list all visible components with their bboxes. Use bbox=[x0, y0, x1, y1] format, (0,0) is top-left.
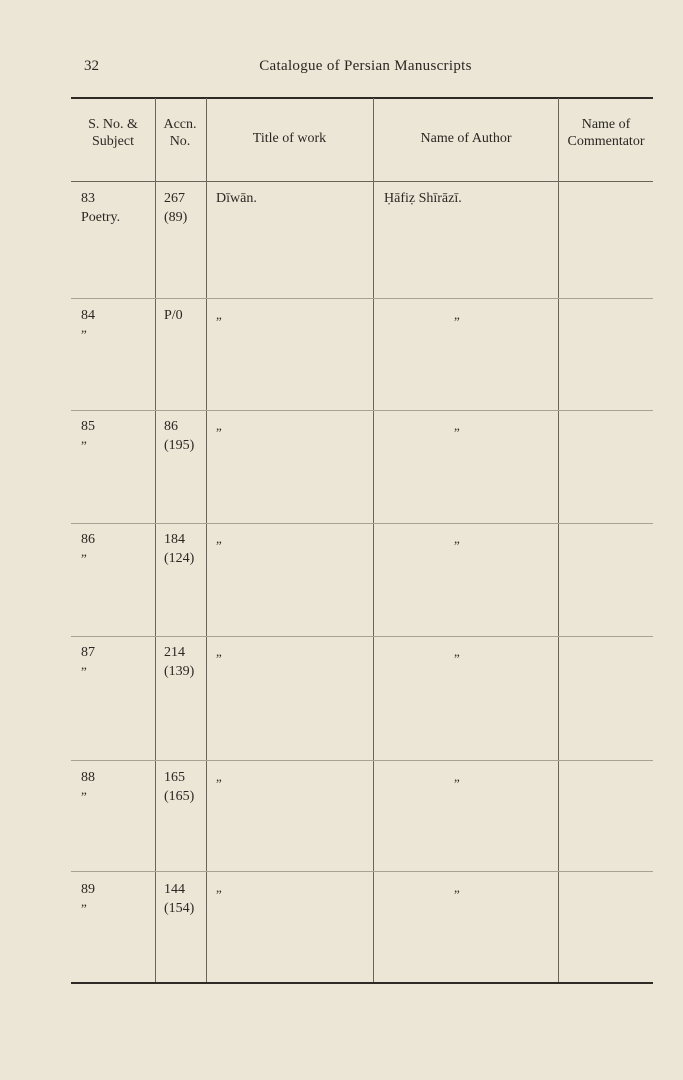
subject: Poetry. bbox=[81, 210, 121, 225]
title-ditto: ” bbox=[216, 425, 222, 440]
accession-number: 214 bbox=[164, 645, 185, 660]
serial-number: 84 bbox=[81, 308, 95, 323]
running-title: Catalogue of Persian Manuscripts bbox=[259, 58, 472, 74]
author-ditto: ” bbox=[454, 651, 460, 666]
old-accession-number: (154) bbox=[164, 901, 195, 916]
row-divider bbox=[71, 871, 653, 872]
header-accn-no bbox=[155, 116, 205, 150]
subject-ditto: ” bbox=[81, 438, 87, 453]
old-accession-number: (89) bbox=[164, 210, 188, 225]
accession-number: 267 bbox=[164, 191, 185, 206]
header-name-of-commentator bbox=[558, 116, 654, 150]
header-commentator-line2: Commentator bbox=[567, 134, 645, 149]
author-ditto: ” bbox=[454, 314, 460, 329]
table-row-sno bbox=[81, 880, 151, 918]
author-ditto: ” bbox=[454, 538, 460, 553]
author-ditto: ” bbox=[454, 887, 460, 902]
subject-ditto: ” bbox=[81, 789, 87, 804]
title-ditto: ” bbox=[216, 314, 222, 329]
subject-ditto: ” bbox=[81, 664, 87, 679]
title-ditto: ” bbox=[216, 651, 222, 666]
table-row-accn bbox=[164, 643, 204, 681]
table-row-accn bbox=[164, 189, 204, 227]
subject-ditto: ” bbox=[81, 551, 87, 566]
table-row-accn bbox=[164, 417, 204, 455]
old-accession-number: (139) bbox=[164, 664, 195, 679]
table-row-accn bbox=[164, 306, 204, 325]
header-subject-line: Subject bbox=[92, 134, 134, 149]
table-row-sno bbox=[81, 530, 151, 568]
header-bottom-rule bbox=[71, 181, 653, 182]
row-divider bbox=[71, 298, 653, 299]
row-divider bbox=[71, 523, 653, 524]
subject-ditto: ” bbox=[81, 901, 87, 916]
page-number: 32 bbox=[84, 58, 99, 74]
column-divider bbox=[373, 98, 374, 982]
accession-number: 86 bbox=[164, 419, 178, 434]
accession-number: P/0 bbox=[164, 308, 183, 323]
table-row-accn bbox=[164, 880, 204, 918]
table-row-sno bbox=[81, 189, 151, 227]
header-commentator-line1: Name of bbox=[581, 117, 631, 132]
table-top-rule bbox=[71, 97, 653, 99]
title-ditto: ” bbox=[216, 887, 222, 902]
serial-number: 88 bbox=[81, 770, 95, 785]
header-sno-subject bbox=[71, 116, 155, 150]
serial-number: 86 bbox=[81, 532, 95, 547]
accession-number: 144 bbox=[164, 882, 185, 897]
serial-number: 87 bbox=[81, 645, 95, 660]
table-row-sno bbox=[81, 768, 151, 806]
row-divider bbox=[71, 410, 653, 411]
serial-number: 83 bbox=[81, 191, 95, 206]
header-name-of-author: Name of Author bbox=[420, 131, 512, 146]
header-no-line: No. bbox=[169, 134, 191, 149]
title-of-work: Dīwān. bbox=[216, 191, 257, 206]
author-ditto: ” bbox=[454, 776, 460, 791]
table-row-sno bbox=[81, 306, 151, 344]
row-divider bbox=[71, 636, 653, 637]
serial-number: 85 bbox=[81, 419, 95, 434]
accession-number: 184 bbox=[164, 532, 185, 547]
accession-number: 165 bbox=[164, 770, 185, 785]
old-accession-number: (195) bbox=[164, 438, 195, 453]
old-accession-number: (165) bbox=[164, 789, 195, 804]
header-accn-line: Accn. bbox=[163, 117, 197, 132]
author-ditto: ” bbox=[454, 425, 460, 440]
column-divider bbox=[206, 98, 207, 982]
title-ditto: ” bbox=[216, 776, 222, 791]
author-name: Ḥāfiẓ Shīrāzī. bbox=[384, 191, 462, 206]
subject-ditto: ” bbox=[81, 327, 87, 342]
table-row-accn bbox=[164, 768, 204, 806]
table-row-accn bbox=[164, 530, 204, 568]
table-row-sno bbox=[81, 417, 151, 455]
header-sno-line: S. No. & bbox=[88, 117, 138, 132]
row-divider bbox=[71, 760, 653, 761]
table-bottom-rule bbox=[71, 982, 653, 984]
serial-number: 89 bbox=[81, 882, 95, 897]
old-accession-number: (124) bbox=[164, 551, 195, 566]
column-divider bbox=[155, 98, 156, 982]
table-row-sno bbox=[81, 643, 151, 681]
title-ditto: ” bbox=[216, 538, 222, 553]
header-title-of-work: Title of work bbox=[252, 131, 327, 146]
